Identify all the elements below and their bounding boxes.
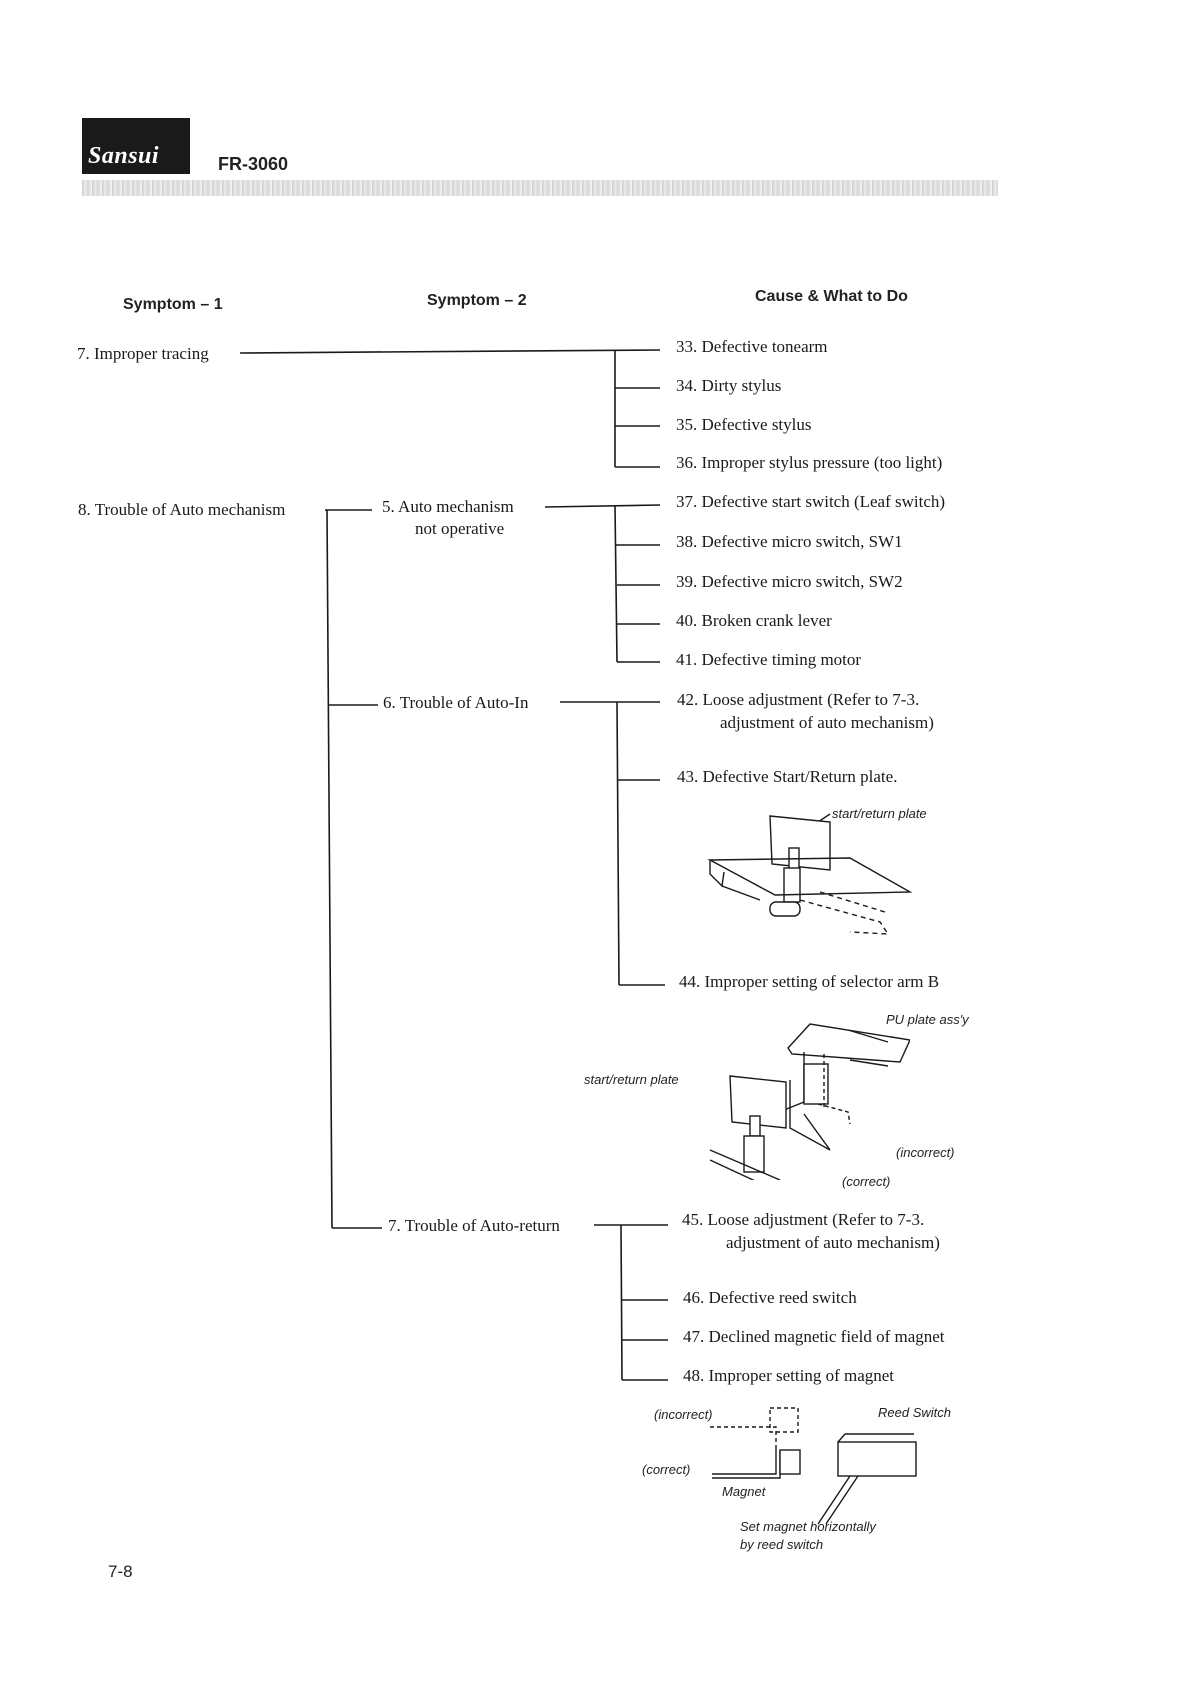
cause-42: 42. Loose adjustment (Refer to 7-3.	[677, 690, 920, 709]
cause-37: 37. Defective start switch (Leaf switch)	[676, 492, 946, 511]
model-number: FR-3060	[218, 154, 289, 174]
cause-41: 41. Defective timing motor	[676, 650, 862, 669]
cause-43: 43. Defective Start/Return plate.	[677, 767, 898, 786]
column-heading-symptom-2: Symptom – 2	[427, 292, 527, 309]
cause-38: 38. Defective micro switch, SW1	[676, 532, 903, 551]
fig2-label-pu-plate: PU plate ass'y	[886, 1012, 969, 1027]
cause-33: 33. Defective tonearm	[676, 337, 828, 356]
cause-42-continued: adjustment of auto mechanism)	[720, 713, 934, 732]
page-number: 7-8	[108, 1562, 133, 1581]
fig3-note-line1: Set magnet horizontally	[740, 1519, 876, 1534]
symptom2-auto-mechanism-line1: 5. Auto mechanism	[382, 497, 514, 516]
column-heading-cause: Cause & What to Do	[755, 288, 908, 305]
symptom2-auto-return: 7. Trouble of Auto-return	[388, 1216, 560, 1235]
cause-47: 47. Declined magnetic field of magnet	[683, 1327, 945, 1346]
column-heading-symptom-1: Symptom – 1	[123, 296, 223, 313]
fig2-label-incorrect: (incorrect)	[896, 1145, 955, 1160]
symptom2-auto-mechanism-line2: not operative	[415, 519, 505, 538]
cause-36: 36. Improper stylus pressure (too light)	[676, 453, 943, 472]
cause-46: 46. Defective reed switch	[683, 1288, 857, 1307]
cause-45-continued: adjustment of auto mechanism)	[726, 1233, 940, 1252]
cause-40: 40. Broken crank lever	[676, 611, 832, 630]
cause-44: 44. Improper setting of selector arm B	[679, 972, 940, 991]
symptom1-improper-tracing: 7. Improper tracing	[77, 344, 209, 363]
fig3-note-line2: by reed switch	[740, 1537, 824, 1552]
symptom2-auto-in: 6. Trouble of Auto-In	[383, 693, 529, 712]
cause-39: 39. Defective micro switch, SW2	[676, 572, 903, 591]
fig3-label-reed-switch: Reed Switch	[878, 1405, 951, 1420]
fig2-label-correct: (correct)	[842, 1174, 891, 1189]
figure-start-return-plate	[700, 800, 960, 950]
fig3-label-correct: (correct)	[642, 1462, 691, 1477]
symptom1-auto-mechanism: 8. Trouble of Auto mechanism	[78, 500, 286, 519]
cause-45: 45. Loose adjustment (Refer to 7-3.	[682, 1210, 925, 1229]
brand-name: Sansui	[88, 143, 160, 169]
cause-48: 48. Improper setting of magnet	[683, 1366, 895, 1385]
cause-35: 35. Defective stylus	[676, 415, 812, 434]
figure-selector-arm	[700, 1010, 910, 1180]
fig3-label-magnet: Magnet	[722, 1484, 766, 1499]
cause-34: 34. Dirty stylus	[676, 376, 782, 395]
fig2-label-start-return-plate: start/return plate	[584, 1072, 679, 1087]
fig3-label-incorrect: (incorrect)	[654, 1407, 713, 1422]
fig1-label-start-return-plate: start/return plate	[832, 806, 927, 821]
